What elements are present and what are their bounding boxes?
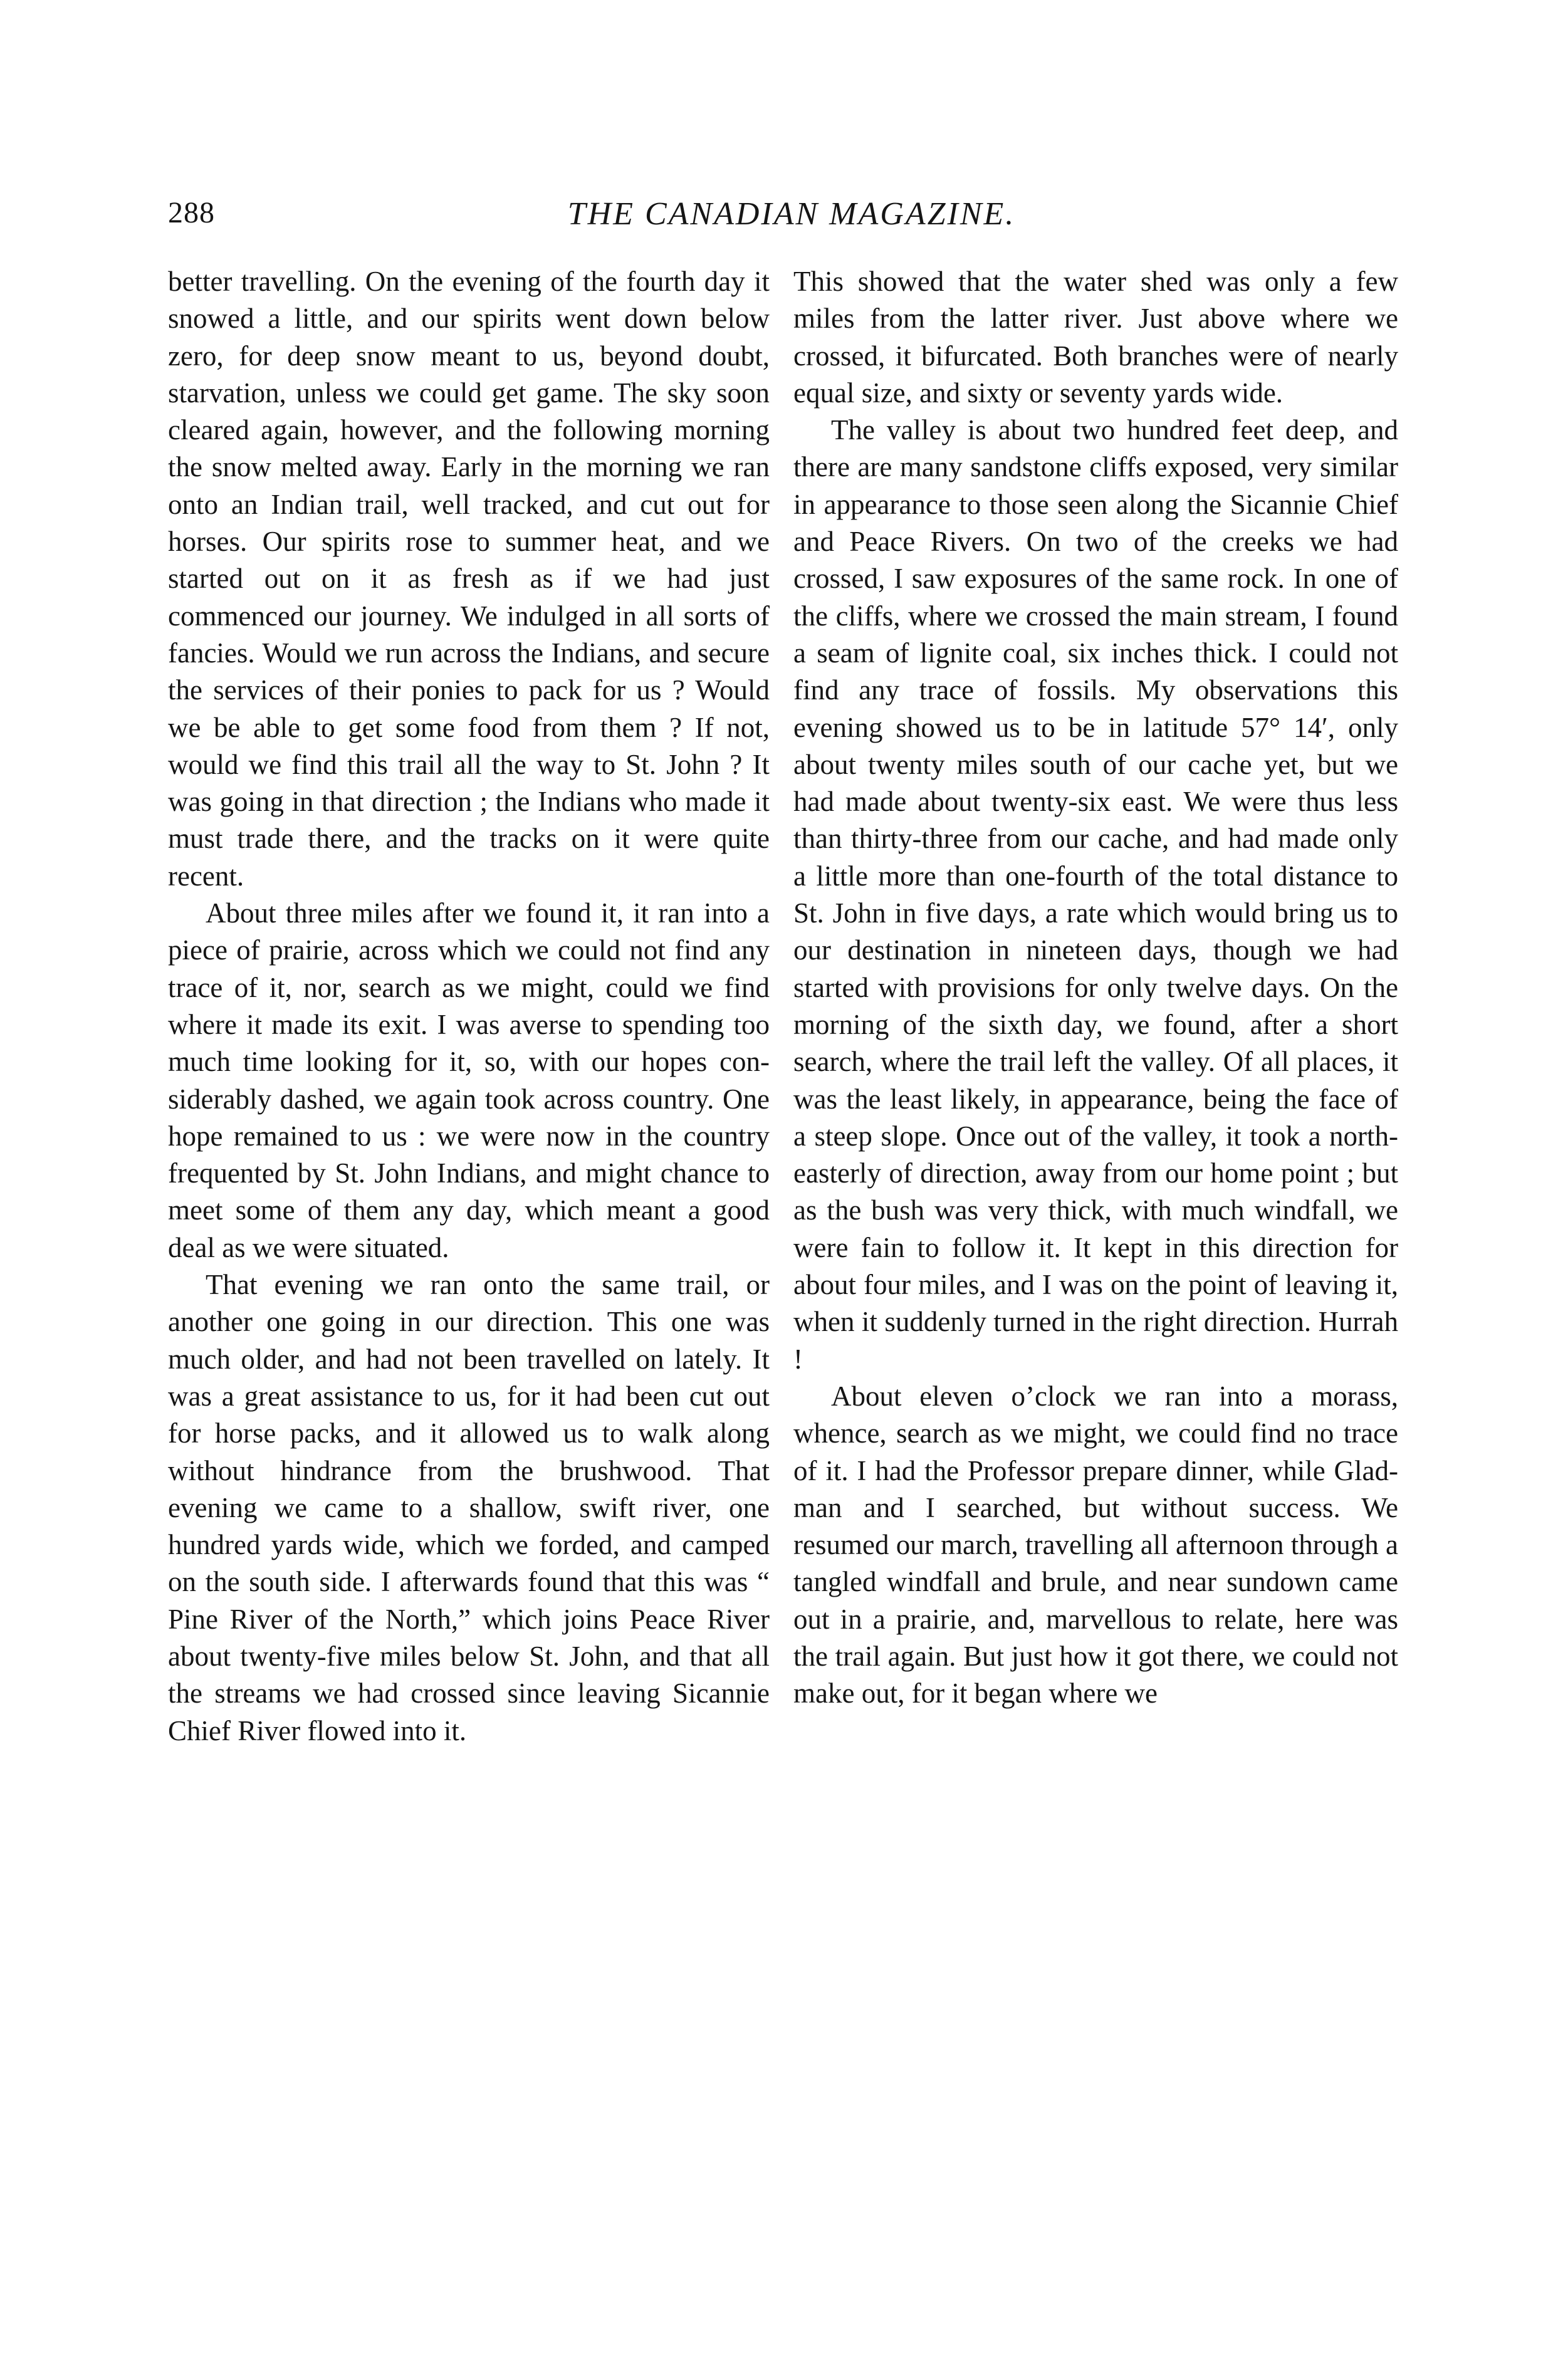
paragraph: About three miles after we found it, it ran into a piece of prairie, across which we could not find any trace of it, nor, search as we might, could we find where it made its exit. I was averse to spending too much time looking for it, so, with our hopes considerably dashed, we again took across country. One hope remained to us : we were now in the country frequented by St. John Indians, and might chance to meet some of them any day, which meant a good deal as we were situated. — [168, 897, 770, 1263]
paragraph: About eleven o’clock we ran into a morass, whence, search as we might, we could find no trace of it. I had the Professor prepare dinner, while Gladman and I searched, but without success. We resumed our march, travelling all afternoon through a tangled windfall and brule, and near sundown came out in a prairie, and, marvellous to relate, here was the trail again. But just how it got there, we could not make out, for it began where we — [793, 1380, 1398, 1709]
left-column — [168, 263, 770, 1750]
paragraph: This showed that the water shed was only a few miles from the latter river. Just above where we crossed, it bifurcated. Both branches were of nearly equal size, and sixty or seventy yards wide. — [793, 266, 1398, 409]
page-number: 288 — [168, 196, 215, 229]
paragraph: The valley is about two hundred feet deep, and there are many sandstone cliffs exposed, very similar in appearance to those seen along the Sicannie Chief and Peace Rivers. On two of the creeks we had crossed, I saw exposures of the same rock. In one of the cliffs, where we crossed the main stream, I found a seam of lignite coal, six inches thick. I could not find any trace of fossils. My observations this evening showed us to be in latitude 57° 14′, only about twenty miles south of our cache yet, but we had made about twenty-six east. We were thus less than thirty-three from our cache, and had made only a little more than one-fourth of the total distance to St. John in five days, a rate which would bring us to our destination in nineteen days, though we had started with provisions for only twelve days. On the morning of the sixth day, we found, after a short search, where the trail left the valley. Of all places, it was the least likely, in appearance, being the face of a steep slope. Once out of the valley, it took a north-easterly of direction, away from our home point ; but as the bush was very thick, with much windfall, we were fain to follow it. It kept in this direction for about four miles, and I was on the point of leaving it, when it suddenly turned in the right direction. Hurrah ! — [793, 414, 1398, 1375]
journal-title: THE CANADIAN MAGAZINE. — [567, 196, 1016, 232]
right-column — [793, 263, 1398, 1713]
paragraph: That evening we ran onto the same trail, or another one going in our direction. This one was much older, and had not been travelled on lately. It was a great assistance to us, for it had been cut out for horse packs, and it allowed us to walk along without hindrance from the brushwood. That evening we came to a shallow, swift river, one hundred yards wide, which we forded, and camped on the south side. I afterwards found that this was “ Pine River of the North,” which joins Peace River about twenty-five miles below St. John, and that all the streams we had crossed since leaving Sicannie Chief River flowed into it. — [168, 1269, 770, 1746]
paragraph: better travelling. On the evening of the fourth day it snowed a little, and our spirits went down below zero, for deep snow meant to us, beyond doubt, starvation, unless we could get game. The sky soon cleared again, however, and the following morning the snow melted away. Early in the morning we ran onto an Indian trail, well tracked, and cut out for horses. Our spirits rose to summer heat, and we started out on it as fresh as if we had just commenced our journey. We indulged in all sorts of fancies. Would we run across the Indians, and secure the services of their ponies to pack for us ? Would we be able to get some food from them ? If not, would we find this trail all the way to St. John ? It was going in that direction ; the Indians who made it must trade there, and the tracks on it were quite recent. — [168, 266, 770, 892]
running-head — [168, 196, 1415, 246]
